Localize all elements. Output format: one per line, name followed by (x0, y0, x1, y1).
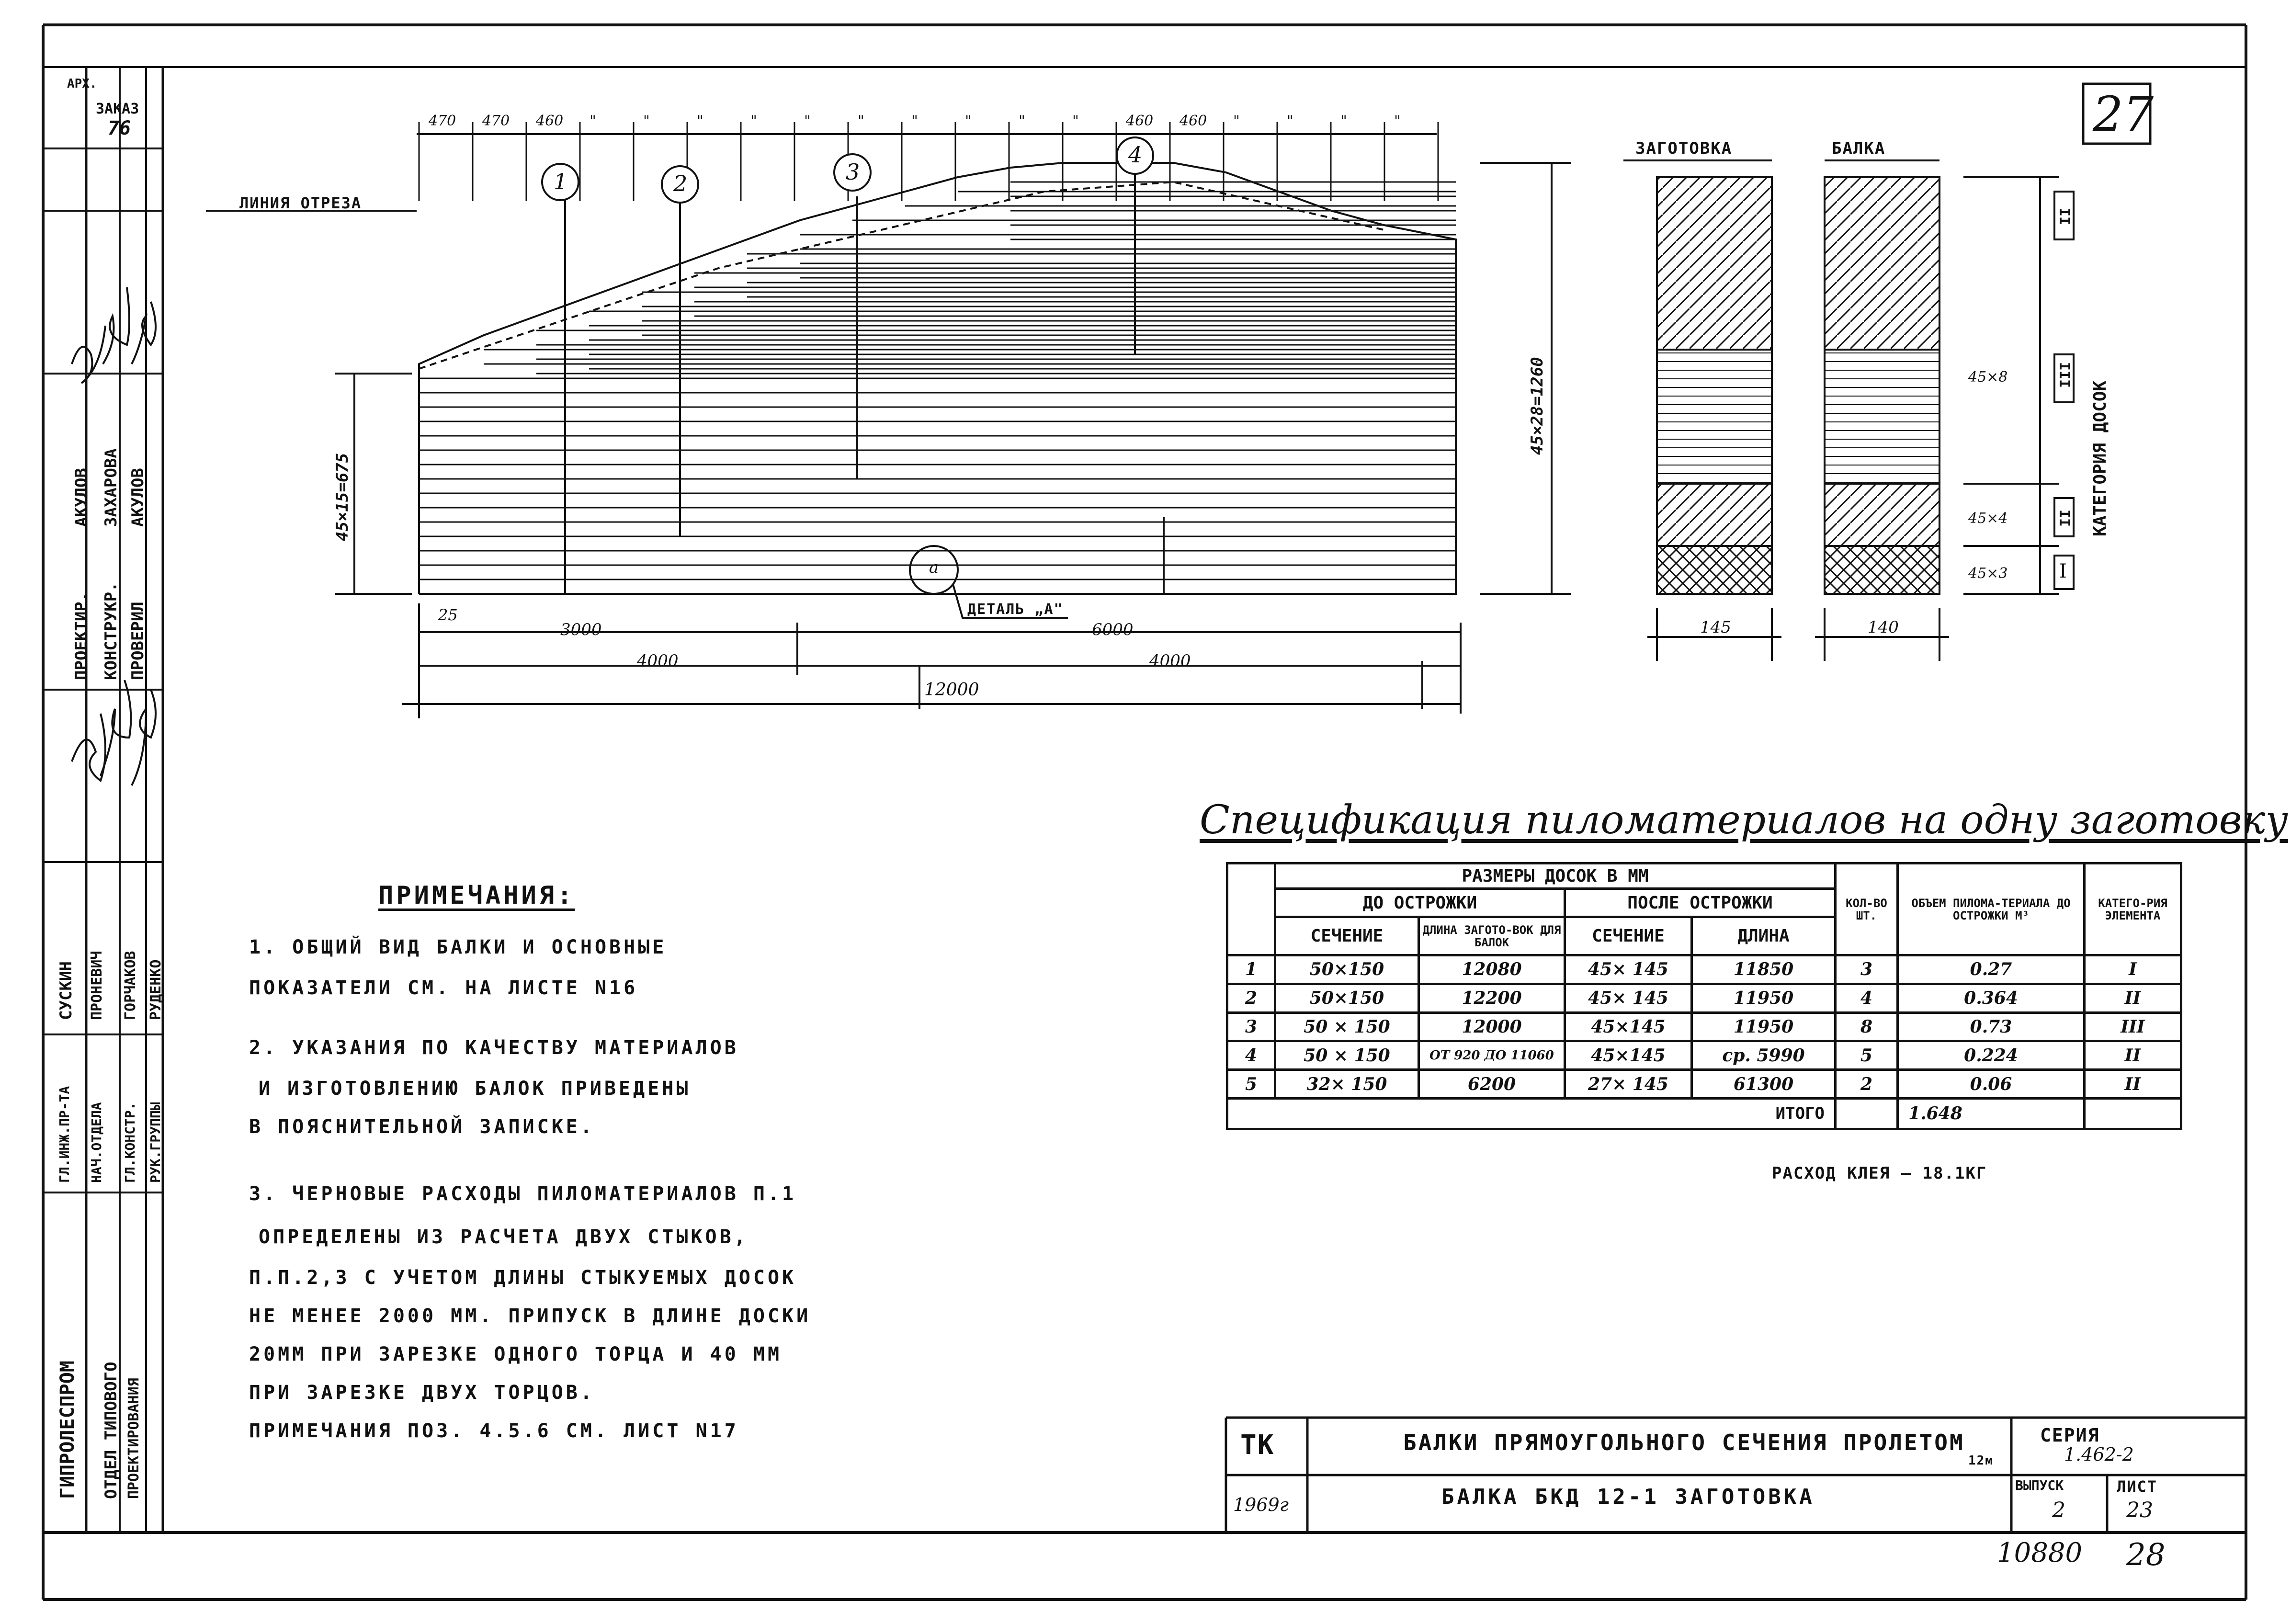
note-line: НЕ МЕНЕЕ 2000 ММ. ПРИПУСК В ДЛИНЕ ДОСКИ (249, 1305, 811, 1327)
top-dim-label: " (590, 113, 596, 129)
role-chief-constructor: ГЛ.КОНСТР. (122, 1102, 138, 1183)
dept-line-1: ОТДЕЛ ТИПОВОГО (102, 1362, 121, 1499)
name-group-head: РУДЕНКО (147, 959, 164, 1020)
row-category: I (2085, 955, 2181, 984)
note-line: В ПОЯСНИТЕЛЬНОЙ ЗАПИСКЕ. (249, 1116, 595, 1138)
layer-label-top: 45×8 (1968, 369, 2008, 386)
note-line: П.П.2,3 С УЧЕТОМ ДЛИНЫ СТЫКУЕМЫХ ДОСОК (249, 1267, 797, 1289)
row-section-planed: 45×145 (1565, 1012, 1692, 1041)
row-blank-length: 12080 (1419, 955, 1565, 984)
role-checked: ПРОВЕРИЛ (128, 602, 147, 680)
layer-label-mid: 45×4 (1968, 510, 2008, 527)
row-blank-length: ОТ 920 ДО 11060 (1419, 1041, 1565, 1070)
order-number: 76 (108, 117, 131, 139)
detail-label: ДЕТАЛЬ „А" (967, 601, 1064, 618)
top-dim-label: " (750, 113, 757, 129)
top-dim-label: " (1394, 113, 1401, 129)
row-section: 50×150 (1275, 955, 1419, 984)
header-section: СЕЧЕНИЕ (1275, 917, 1419, 955)
dim-25: 25 (438, 606, 458, 624)
row-blank-length: 12000 (1419, 1012, 1565, 1041)
dim-4000-left: 4000 (637, 651, 679, 670)
top-dim-label: 470 (482, 113, 510, 129)
row-length: 61300 (1692, 1070, 1836, 1099)
detail-mark: а (929, 558, 939, 577)
name-checked: АКУЛОВ (128, 468, 147, 527)
sheet-value: 23 (2126, 1498, 2153, 1522)
note-line: И ИЗГОТОВЛЕНИЮ БАЛОК ПРИВЕДЕНЫ (259, 1078, 691, 1100)
top-dim-label: 470 (429, 113, 456, 129)
top-dim-label: 460 (1180, 113, 1207, 129)
note-line: ПОКАЗАТЕЛИ СМ. НА ЛИСТЕ N16 (249, 977, 638, 999)
row-category: II (2085, 1070, 2181, 1099)
header-qty: КОЛ-ВО ШТ. (1836, 863, 1898, 955)
row-section: 50 × 150 (1275, 1012, 1419, 1041)
row-section-planed: 45× 145 (1565, 984, 1692, 1012)
layer-label-bottom: 45×3 (1968, 565, 2008, 582)
blank-width: 145 (1700, 618, 1731, 637)
row-length: 11950 (1692, 1012, 1836, 1041)
dim-12000: 12000 (924, 680, 979, 700)
circle-mark-2: 2 (673, 170, 688, 196)
row-num: 5 (1227, 1070, 1275, 1099)
name-chief-constructor: ГОРЧАКОВ (122, 951, 139, 1020)
row-qty: 3 (1836, 955, 1898, 984)
sheet-label: ЛИСТ (2117, 1477, 2158, 1496)
order-label: ЗАКАЗ (96, 101, 139, 117)
row-length: ср. 5990 (1692, 1041, 1836, 1070)
role-designer: ПРОЕКТИР. (72, 591, 91, 680)
dept-line-2: ПРОЕКТИРОВАНИЯ (125, 1378, 142, 1499)
note-line: ПРИ ЗАРЕЗКЕ ДВУХ ТОРЦОВ. (249, 1382, 595, 1404)
row-section: 32× 150 (1275, 1070, 1419, 1099)
tk-label: ТК (1240, 1430, 1275, 1461)
issue-label: ВЫПУСК (2015, 1477, 2064, 1493)
note-line: ПРИМЕЧАНИЯ ПОЗ. 4.5.6 СМ. ЛИСТ N17 (249, 1420, 739, 1442)
header-sizes: РАЗМЕРЫ ДОСОК В ММ (1275, 863, 1836, 889)
row-num: 1 (1227, 955, 1275, 984)
top-dim-label: " (1340, 113, 1347, 129)
row-num: 2 (1227, 984, 1275, 1012)
name-designer: АКУЛОВ (72, 468, 91, 527)
row-length: 11950 (1692, 984, 1836, 1012)
circle-mark-1: 1 (554, 169, 568, 194)
top-dim-label: " (1019, 113, 1025, 129)
note-line: 2. УКАЗАНИЯ ПО КАЧЕСТВУ МАТЕРИАЛОВ (249, 1037, 739, 1059)
dim-3000: 3000 (560, 620, 602, 639)
top-dim-label: " (697, 113, 703, 129)
header-section-2: СЕЧЕНИЕ (1565, 917, 1692, 955)
dim-6000: 6000 (1092, 620, 1134, 639)
glue-consumption: РАСХОД КЛЕЯ — 18.1КГ (1772, 1164, 1987, 1183)
issue-value: 2 (2052, 1498, 2065, 1522)
org-name: ГИПРОЛЕСПРОМ (57, 1361, 79, 1499)
top-dim-label: " (804, 113, 811, 129)
row-blank-length: 6200 (1419, 1070, 1565, 1099)
category-mid: III (2057, 362, 2074, 388)
row-blank-length: 12200 (1419, 984, 1565, 1012)
row-num: 4 (1227, 1041, 1275, 1070)
spec-title: Спецификация пиломатериалов на одну заготовку (1200, 797, 2289, 843)
main-title: БАЛКИ ПРЯМОУГОЛЬНОГО СЕЧЕНИЯ ПРОЛЕТОМ (1403, 1430, 1965, 1455)
row-num: 3 (1227, 1012, 1275, 1041)
category-top: II (2057, 207, 2074, 225)
circle-mark-4: 4 (1128, 142, 1143, 168)
span-label: 12м (1968, 1454, 1994, 1468)
beam-section-title: БАЛКА (1832, 139, 1886, 158)
note-line: 20ММ ПРИ ЗАРЕЗКЕ ОДНОГО ТОРЦА И 40 ММ (249, 1343, 783, 1365)
note-line: 1. ОБЩИЙ ВИД БАЛКИ И ОСНОВНЫЕ (249, 936, 667, 958)
top-dim-label: " (965, 113, 972, 129)
top-dim-label: " (911, 113, 918, 129)
role-constructor: КОНСТРУКР. (102, 582, 121, 680)
row-length: 11850 (1692, 955, 1836, 984)
role-dept-head: НАЧ.ОТДЕЛА (89, 1102, 104, 1183)
row-qty: 4 (1836, 984, 1898, 1012)
dim-4000-right: 4000 (1149, 651, 1191, 670)
row-qty: 5 (1836, 1041, 1898, 1070)
row-section: 50 × 150 (1275, 1041, 1419, 1070)
row-section-planed: 27× 145 (1565, 1070, 1692, 1099)
row-volume: 0.27 (1898, 955, 2085, 984)
top-dim-label: " (1233, 113, 1240, 129)
sheet-number: 27 (2093, 86, 2154, 142)
header-volume: ОБЪЕМ ПИЛОМА-ТЕРИАЛА ДО ОСТРОЖКИ М³ (1898, 863, 2085, 955)
row-volume: 0.224 (1898, 1041, 2085, 1070)
top-dim-label: " (858, 113, 864, 129)
note-line: 3. ЧЕРНОВЫЕ РАСХОДЫ ПИЛОМАТЕРИАЛОВ П.1 (249, 1183, 797, 1205)
row-qty: 2 (1836, 1070, 1898, 1099)
subtitle: БАЛКА БКД 12-1 ЗАГОТОВКА (1441, 1485, 1815, 1509)
row-category: II (2085, 984, 2181, 1012)
top-dim-label: " (643, 113, 650, 129)
height-left-dim: 45×15=675 (333, 453, 352, 541)
role-chief-engineer: ГЛ.ИНЖ.ПР-ТА (57, 1086, 72, 1183)
name-dept-head: ПРОНЕВИЧ (89, 951, 105, 1020)
row-volume: 0.06 (1898, 1070, 2085, 1099)
inventory-number: 10880 (1997, 1537, 2083, 1568)
header-length: ДЛИНА (1692, 917, 1836, 955)
top-dim-label: " (1072, 113, 1079, 129)
category-bottom: I (2059, 560, 2067, 582)
cut-line-label: ЛИНИЯ ОТРЕЗА (239, 194, 362, 212)
top-dim-label: 460 (1126, 113, 1154, 129)
note-line: ОПРЕДЕЛЕНЫ ИЗ РАСЧЕТА ДВУХ СТЫКОВ, (259, 1226, 749, 1248)
total-value: 1.648 (1898, 1098, 2085, 1129)
row-category: II (2085, 1041, 2181, 1070)
name-constructor: ЗАХАРОВА (102, 448, 121, 527)
header-length-blank: ДЛИНА ЗАГОТО-ВОК ДЛЯ БАЛОК (1419, 917, 1565, 955)
category-lower: II (2057, 509, 2074, 527)
row-volume: 0.73 (1898, 1012, 2085, 1041)
height-right-dim: 45×28=1260 (1528, 357, 1547, 455)
arch-label: АРХ. (67, 77, 97, 91)
row-volume: 0.364 (1898, 984, 2085, 1012)
role-group-head: РУК.ГРУППЫ (147, 1102, 163, 1183)
notes-title: ПРИМЕЧАНИЯ: (378, 881, 575, 910)
row-section-planed: 45× 145 (1565, 955, 1692, 984)
top-dim-label: " (1287, 113, 1293, 129)
row-category: III (2085, 1012, 2181, 1041)
blank-section-title: ЗАГОТОВКА (1635, 139, 1733, 158)
category-axis-label: КАТЕГОРИЯ ДОСОК (2090, 380, 2110, 536)
header-before: ДО ОСТРОЖКИ (1275, 889, 1565, 917)
top-dim-label: 460 (536, 113, 564, 129)
header-category: КАТЕГО-РИЯ ЭЛЕМЕНТА (2085, 863, 2181, 955)
circle-mark-3: 3 (846, 159, 860, 185)
series-value: 1.462-2 (2064, 1444, 2134, 1465)
beam-width: 140 (1868, 618, 1899, 637)
header-after: ПОСЛЕ ОСТРОЖКИ (1565, 889, 1836, 917)
total-label: ИТОГО (1227, 1098, 1836, 1129)
row-section-planed: 45×145 (1565, 1041, 1692, 1070)
name-chief-engineer: СУСКИН (57, 961, 76, 1020)
page-number: 28 (2126, 1537, 2166, 1573)
year-label: 1969г (1233, 1494, 1289, 1515)
series-label: СЕРИЯ (2040, 1425, 2100, 1446)
row-section: 50×150 (1275, 984, 1419, 1012)
row-qty: 8 (1836, 1012, 1898, 1041)
